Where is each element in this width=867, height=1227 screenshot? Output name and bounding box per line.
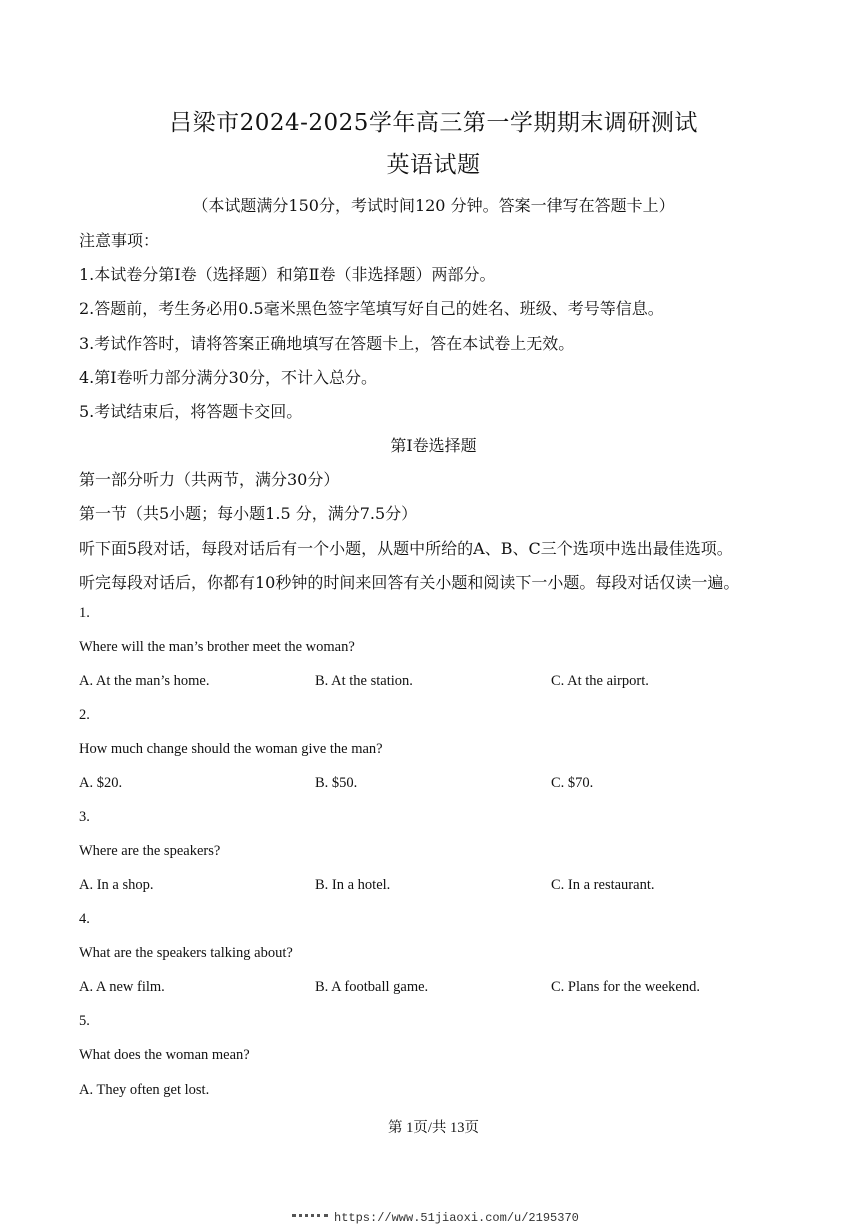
option-c: C. Plans for the weekend. xyxy=(551,979,700,995)
subsection-title: 第一节（共5小题；每小题1.5 分，满分7.5分） xyxy=(79,504,418,523)
question-number: 5. xyxy=(79,1013,90,1029)
volume-title: 第Ⅰ卷选择题 xyxy=(390,436,477,455)
option-a: A. $20. xyxy=(79,775,123,791)
directions-line: 听下面5段对话，每段对话后有一个小题，从题中所给的A、B、C三个选项中选出最佳选项。 xyxy=(79,539,733,558)
question-text: Where will the man’s brother meet the woman? xyxy=(79,639,355,655)
question-number: 1. xyxy=(79,605,90,621)
instruction-item: 2.答题前，考生务必用0.5毫米黑色签字笔填写好自己的姓名、班级、考号等信息。 xyxy=(79,299,664,318)
directions-line: 听完每段对话后，你都有10秒钟的时间来回答有关小题和阅读下一小题。每段对话仅读一遍。 xyxy=(79,573,740,592)
instruction-item: 3.考试作答时，请将答案正确地填写在答题卡上，答在本试卷上无效。 xyxy=(79,334,575,353)
instructions-heading: 注意事项： xyxy=(79,231,160,250)
instruction-item: 1.本试卷分第Ⅰ卷（选择题）和第Ⅱ卷（非选择题）两部分。 xyxy=(79,265,496,284)
watermark-url: https://www.51jiaoxi.com/u/2195370 xyxy=(334,1211,579,1225)
option-b: B. At the station. xyxy=(315,673,413,689)
question-number: 2. xyxy=(79,707,90,723)
question-text: Where are the speakers? xyxy=(79,843,221,859)
exam-title: 吕梁市2024-2025学年高三第一学期期末调研测试 xyxy=(169,110,698,136)
question-text: How much change should the woman give the man? xyxy=(79,741,383,757)
option-b: B. In a hotel. xyxy=(315,877,391,893)
exam-subtitle: 英语试题 xyxy=(386,152,481,178)
watermark xyxy=(292,1211,579,1225)
option-c: C. At the airport. xyxy=(551,673,649,689)
question-text: What are the speakers talking about? xyxy=(79,945,293,961)
option-c: C. In a restaurant. xyxy=(551,877,655,893)
option-c: C. $70. xyxy=(551,775,594,791)
instruction-item: 5.考试结束后，将答题卡交回。 xyxy=(79,402,303,421)
option-b: B. $50. xyxy=(315,775,358,791)
option-a: A. In a shop. xyxy=(79,877,154,893)
page-number: 第 1页/共 13页 xyxy=(387,1120,480,1136)
part-title: 第一部分听力（共两节，满分30分） xyxy=(79,470,340,489)
question-text: What does the woman mean? xyxy=(79,1047,250,1063)
question-number: 4. xyxy=(79,911,90,927)
instruction-item: 4.第Ⅰ卷听力部分满分30分，不计入总分。 xyxy=(79,368,377,387)
option-a: A. At the man’s home. xyxy=(79,673,210,689)
option-a: A. A new film. xyxy=(79,979,165,995)
option-b: B. A football game. xyxy=(315,979,429,995)
watermark-dots-icon xyxy=(292,1214,328,1221)
option-a: A. They often get lost. xyxy=(79,1082,210,1098)
question-number: 3. xyxy=(79,809,90,825)
exam-note: （本试题满分150分，考试时间120 分钟。答案一律写在答题卡上） xyxy=(192,196,675,215)
